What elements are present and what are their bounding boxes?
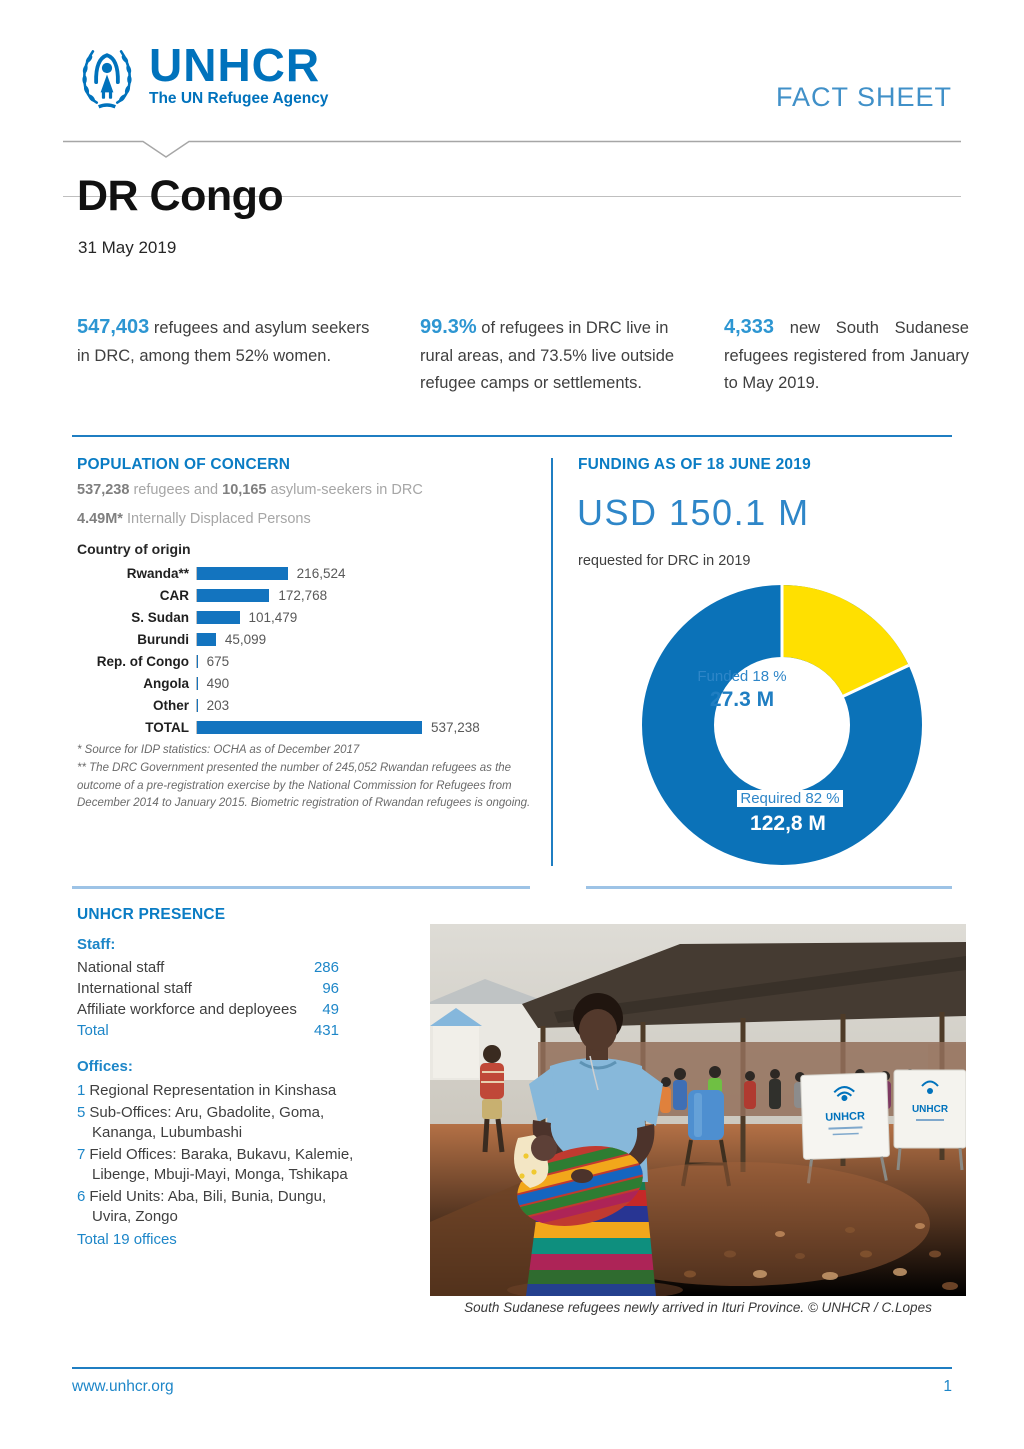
- office-list: [77, 1081, 359, 1250]
- required-label: Required 82 %: [690, 790, 890, 807]
- bar-track: [196, 633, 216, 646]
- svg-text:UNHCR: UNHCR: [911, 1104, 949, 1115]
- bar-category-label: Other: [152, 697, 189, 713]
- bar-row: [77, 694, 537, 716]
- chart-footnotes: [77, 742, 535, 813]
- bar-value-label: 216,524: [296, 565, 346, 581]
- key-stat-refugees-value: 547,403: [77, 315, 150, 338]
- funded-value: 27.3 M: [709, 688, 775, 711]
- key-stat-refugees-text: refugees and asylum seekers in DRC, among them 52% women.: [77, 318, 370, 365]
- bar-fill: [197, 611, 240, 624]
- photo-caption: South Sudanese refugees newly arrived in Ituri Province. © UNHCR / C.Lopes: [464, 1300, 932, 1315]
- refugees-count: 537,238: [77, 482, 130, 498]
- svg-text:UNHCR: UNHCR: [825, 1110, 866, 1124]
- key-stat-rural-text: of refugees in DRC live in rural areas, and 73.5% live outside refugee camps or settlements.: [420, 318, 675, 392]
- idp-count: 4.49M*: [77, 511, 123, 527]
- bar-category-label: Rep. of Congo: [96, 653, 189, 669]
- bar-row: [77, 716, 537, 738]
- unhcr-emblem-icon: [75, 42, 139, 117]
- presence-heading: UNHCR PRESENCE: [77, 906, 226, 923]
- bar-category-label: CAR: [159, 587, 189, 603]
- bar-row: [77, 606, 537, 628]
- footer-rule: [72, 1367, 952, 1369]
- staff-total-row: Total 431: [77, 1022, 339, 1039]
- bar-track: [196, 589, 269, 602]
- offices-heading: Offices:: [77, 1058, 133, 1075]
- funded-label: Funded 18 %: [697, 668, 787, 685]
- key-stat-new-arrivals-text: new South Sudanese refugees registered from January to May 2019.: [724, 318, 969, 392]
- bar-value-label: 490: [206, 675, 230, 691]
- bar-value-label: 203: [206, 697, 230, 713]
- bar-row: [77, 562, 537, 584]
- key-stat-new-arrivals-value: 4,333: [724, 315, 775, 338]
- idp-stats-line: 4.49M* Internally Displaced Persons: [77, 511, 311, 527]
- footnote-idp-source: * Source for IDP statistics: OCHA as of December 2017: [77, 744, 360, 756]
- bar-category-label: S. Sudan: [131, 609, 189, 625]
- population-heading: POPULATION OF CONCERN: [77, 456, 291, 473]
- bar-category-label: Angola: [143, 675, 189, 691]
- section-rule: [72, 435, 952, 437]
- logo-tagline: The UN Refugee Agency: [149, 90, 329, 107]
- logo-name: UNHCR: [149, 39, 321, 91]
- bar-value-label: 675: [206, 653, 230, 669]
- bar-row: [77, 628, 537, 650]
- key-stat-rural-value: 99.3%: [420, 315, 477, 338]
- asylum-count: 10,165: [222, 482, 267, 498]
- bar-fill: [197, 721, 422, 734]
- column-divider: [551, 458, 553, 866]
- bar-row: [77, 584, 537, 606]
- staff-row: Affiliate workforce and deployees 49: [77, 1001, 339, 1018]
- report-date: 31 May 2019: [78, 238, 177, 257]
- funding-amount: USD 150.1 M: [577, 492, 810, 533]
- bar-fill: [197, 633, 216, 646]
- bar-track: [196, 721, 422, 734]
- bar-category-label: TOTAL: [145, 719, 189, 735]
- section-rule-light-left: [72, 886, 530, 889]
- key-stat-new-arrivals: [724, 311, 969, 397]
- office-item: 1 Regional Representation in Kinshasa: [77, 1082, 337, 1099]
- staff-heading: Staff:: [77, 936, 116, 953]
- bar-category-label: Burundi: [137, 631, 189, 647]
- key-stat-refugees: [77, 311, 379, 370]
- page-number: 1: [943, 1378, 952, 1395]
- country-of-origin-chart: [77, 562, 537, 738]
- section-rule-light-right: [586, 886, 952, 889]
- bar-value-label: 172,768: [278, 587, 328, 603]
- staff-table: [77, 957, 339, 1041]
- page-title: DR Congo: [77, 172, 284, 220]
- key-stat-rural: [420, 311, 683, 397]
- bar-fill: [197, 589, 269, 602]
- office-item: 6 Field Units: Aba, Bili, Bunia, Dungu, Uvira, Zongo: [77, 1187, 327, 1226]
- bar-row: [77, 650, 537, 672]
- bar-value-label: 537,238: [431, 719, 480, 735]
- bar-track: [196, 567, 288, 580]
- office-item: 7 Field Offices: Baraka, Bukavu, Kalemie, Libenge, Mbuji-Mayi, Monga, Tshikapa: [77, 1145, 354, 1184]
- office-item: 5 Sub-Offices: Aru, Gbadolite, Goma, Kananga, Lubumbashi: [77, 1103, 325, 1142]
- funding-caption: requested for DRC in 2019: [578, 553, 751, 569]
- header-divider-chevron: [63, 140, 961, 167]
- doc-type-label: FACT SHEET: [775, 82, 952, 112]
- bar-track: [196, 611, 240, 624]
- field-photo: [430, 924, 966, 1296]
- bar-chart-title: Country of origin: [77, 541, 191, 557]
- bar-value-label: 101,479: [248, 609, 298, 625]
- footnote-rwandan-registration: ** The DRC Government presented the number of 245,052 Rwandan refugees as the outcome of a pre-registration exercise by the National Commission for Refugees from December 2014 to January 2015. Biometric registration of Rwandan refugees is ongoing.: [77, 761, 531, 810]
- staff-row: National staff 286: [77, 959, 339, 976]
- staff-row: International staff 96: [77, 980, 339, 997]
- bar-value-label: 45,099: [224, 631, 267, 647]
- footer-url-link[interactable]: www.unhcr.org: [72, 1378, 174, 1395]
- bar-category-label: Rwanda**: [126, 565, 189, 581]
- required-value: 122,8 M: [750, 812, 826, 835]
- bar-fill: [197, 567, 288, 580]
- offices-total: Total 19 offices: [77, 1230, 177, 1248]
- bar-row: [77, 672, 537, 694]
- funding-heading: FUNDING AS OF 18 JUNE 2019: [578, 456, 811, 473]
- unhcr-logo: [75, 39, 329, 117]
- population-stats-line: 537,238 refugees and 10,165 asylum-seekers in DRC: [77, 482, 423, 498]
